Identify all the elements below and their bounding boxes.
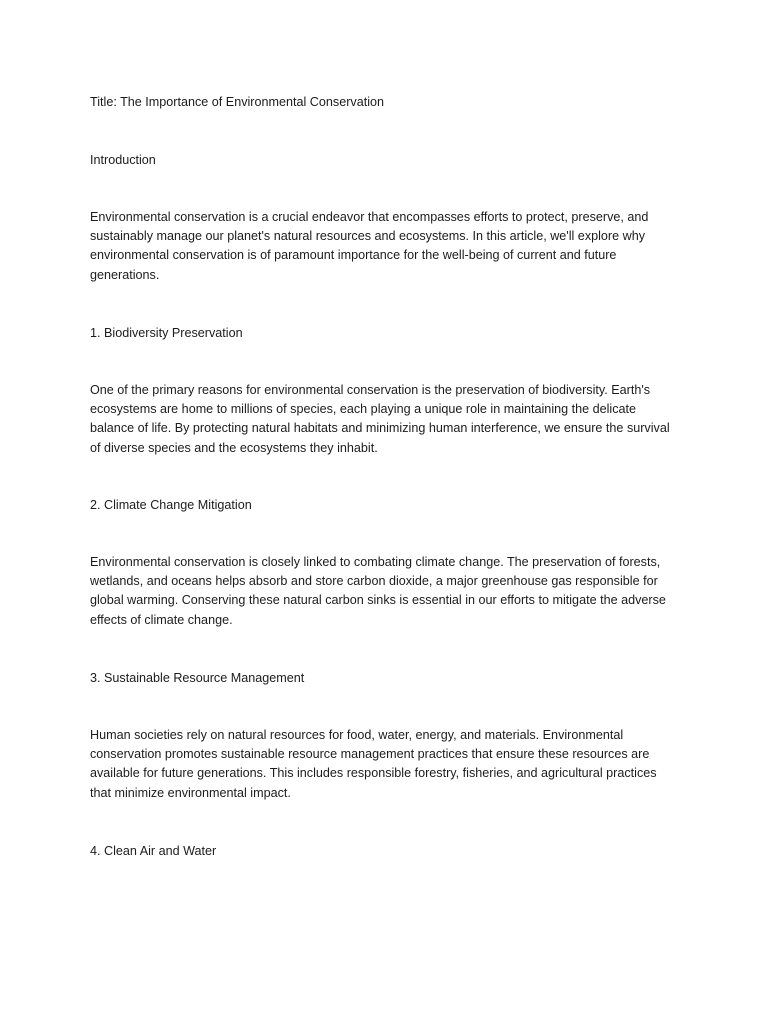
paragraph-line: that minimize environmental impact. [90, 785, 291, 800]
section-heading-text: 4. Clean Air and Water [90, 844, 217, 858]
section-heading-clean-air-water [90, 842, 690, 861]
section-paragraph-biodiversity [90, 381, 690, 458]
document-title-text: Title: The Importance of Environmental Conservation [90, 95, 384, 109]
introduction-paragraph [90, 208, 690, 285]
section-heading-climate [90, 496, 690, 515]
paragraph-line: One of the primary reasons for environmental conservation is the preservation of biodiversity. Earth's [90, 383, 651, 397]
paragraph-line: global warming. Conserving these natural carbon sinks is essential in our efforts to mitigate the adverse [90, 593, 666, 608]
section-heading-resources [90, 669, 690, 688]
section-heading-text: 3. Sustainable Resource Management [90, 671, 305, 685]
section-heading-biodiversity [90, 324, 690, 343]
section-heading-text: 1. Biodiversity Preservation [90, 326, 243, 340]
paragraph-line: Environmental conservation is closely linked to combating climate change. The preservation of forests, [90, 555, 661, 569]
paragraph-line: wetlands, and oceans helps absorb and store carbon dioxide, a major greenhouse gas responsible for [90, 574, 658, 589]
paragraph-line: generations. [90, 267, 160, 282]
paragraph-line: Human societies rely on natural resources for food, water, energy, and materials. Environmental [90, 728, 624, 742]
introduction-heading-text: Introduction [90, 153, 156, 167]
paragraph-line: Environmental conservation is a crucial endeavor that encompasses efforts to protect, preserve, and [90, 210, 649, 224]
paragraph-line: environmental conservation is of paramount importance for the well-being of current and future [90, 248, 617, 263]
paragraph-line: effects of climate change. [90, 612, 233, 627]
introduction-heading [90, 151, 690, 170]
section-paragraph-climate [90, 553, 690, 630]
section-heading-text: 2. Climate Change Mitigation [90, 498, 252, 512]
paragraph-line: ecosystems are home to millions of species, each playing a unique role in maintaining the delicate [90, 402, 637, 417]
paragraph-line: of diverse species and the ecosystems they inhabit. [90, 440, 378, 455]
document-title [90, 93, 690, 112]
paragraph-line: conservation promotes sustainable resource management practices that ensure these resources are [90, 747, 650, 762]
paragraph-line: available for future generations. This includes responsible forestry, fisheries, and agricultural practices [90, 766, 657, 781]
paragraph-line: balance of life. By protecting natural habitats and minimizing human interference, we ensure the survival [90, 421, 670, 436]
section-paragraph-resources [90, 726, 690, 803]
paragraph-line: sustainably manage our planet's natural resources and ecosystems. In this article, we'll explore why [90, 229, 646, 244]
